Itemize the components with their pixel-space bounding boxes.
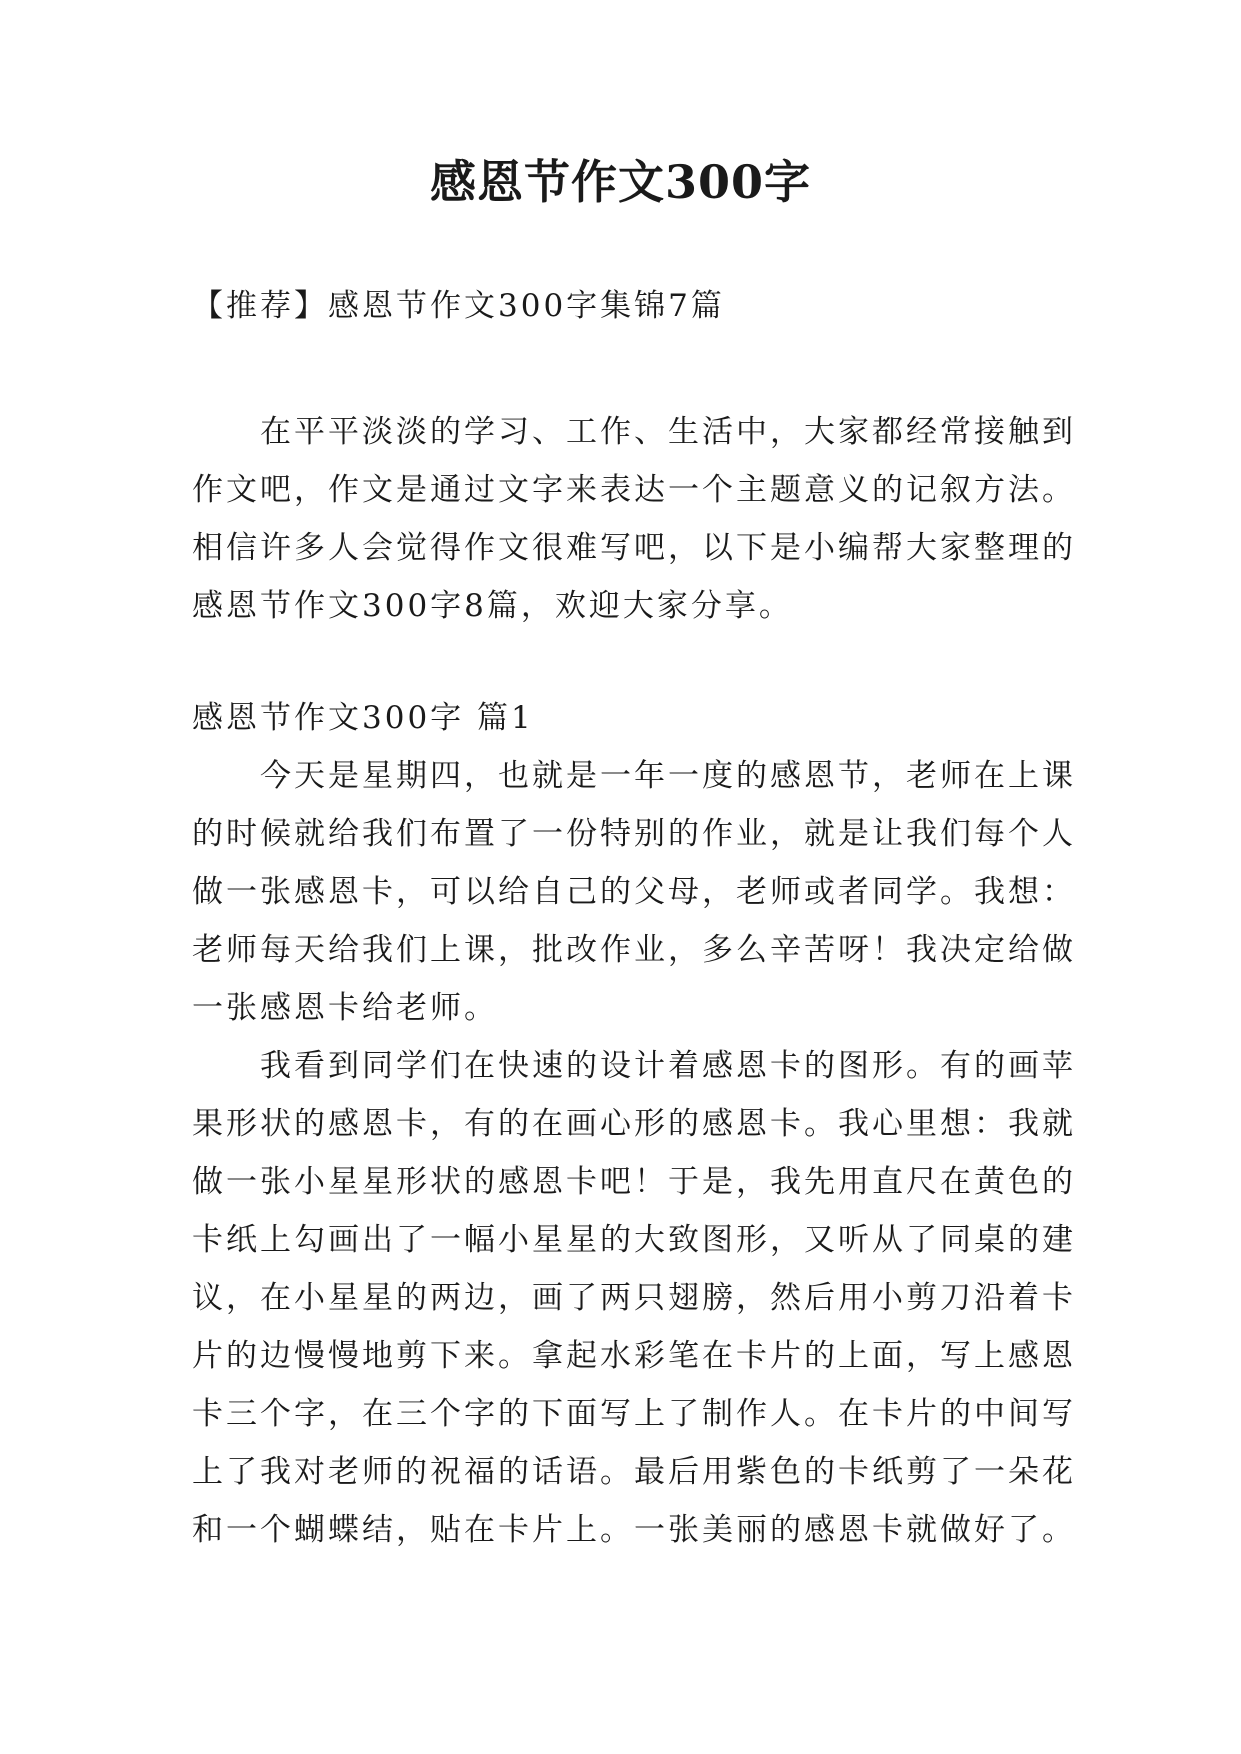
text-line: 做一张小星星形状的感恩卡吧！于是，我先用直尺在黄色的 [192,1164,1076,1200]
text-line: 果形状的感恩卡，有的在画心形的感恩卡。我心里想：我就 [192,1106,1076,1142]
text-line: 今天是星期四，也就是一年一度的感恩节，老师在上课 [192,758,1076,794]
text-line: 一张感恩卡给老师。 [192,990,498,1026]
text-line: 卡三个字，在三个字的下面写上了制作人。在卡片的中间写 [192,1396,1076,1432]
section-heading: 感恩节作文300字 篇1 [192,700,534,736]
text-line: 和一个蝴蝶结，贴在卡片上。一张美丽的感恩卡就做好了。 [192,1512,1076,1548]
document-subtitle: 【推荐】感恩节作文300字集锦7篇 [192,288,725,324]
text-line: 老师每天给我们上课，批改作业，多么辛苦呀！我决定给做 [192,932,1076,968]
text-line: 上了我对老师的祝福的话语。最后用紫色的卡纸剪了一朵花 [192,1454,1076,1490]
document-title: 感恩节作文300字 [429,155,812,209]
text-line: 感恩节作文300字8篇，欢迎大家分享。 [192,588,793,624]
text-line: 做一张感恩卡，可以给自己的父母，老师或者同学。我想： [192,874,1076,910]
text-line: 的时候就给我们布置了一份特别的作业，就是让我们每个人 [192,816,1076,852]
text-line: 议，在小星星的两边，画了两只翅膀，然后用小剪刀沿着卡 [192,1280,1076,1316]
text-line: 我看到同学们在快速的设计着感恩卡的图形。有的画苹 [192,1048,1076,1084]
text-line: 相信许多人会觉得作文很难写吧，以下是小编帮大家整理的 [192,530,1076,566]
text-line: 卡纸上勾画出了一幅小星星的大致图形，又听从了同桌的建 [192,1222,1076,1258]
text-line: 作文吧，作文是通过文字来表达一个主题意义的记叙方法。 [192,472,1076,508]
text-line: 片的边慢慢地剪下来。拿起水彩笔在卡片的上面，写上感恩 [192,1338,1076,1374]
text-line: 在平平淡淡的学习、工作、生活中，大家都经常接触到 [192,414,1076,450]
